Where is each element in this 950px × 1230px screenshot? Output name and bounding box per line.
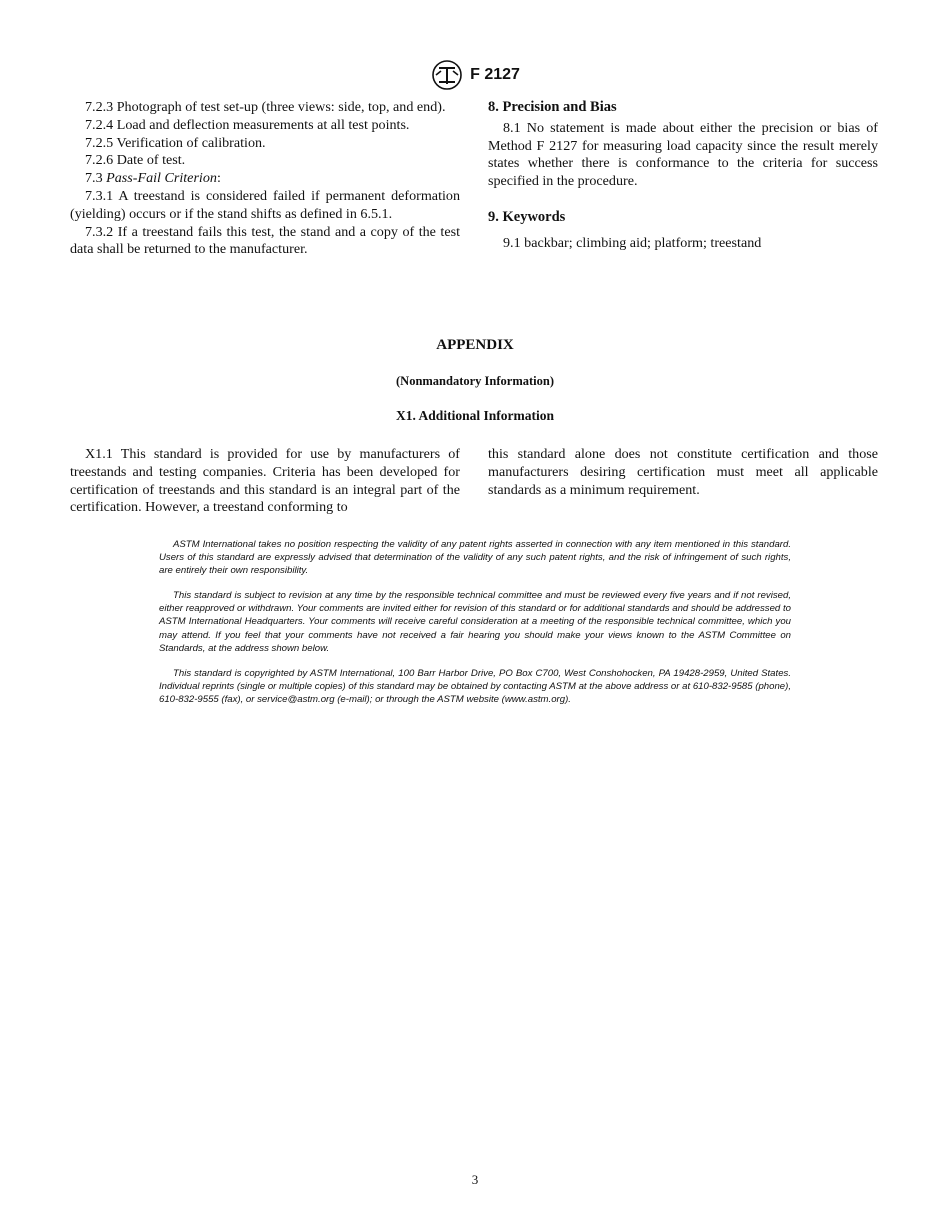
pass-fail-colon: :	[216, 170, 221, 187]
paragraph-8-1: 8.1 No statement is made about either the precision or bias of Method F 2127 for measuring load capacity since the result merely states whether there is conformance to the criteria for success specified in the procedure.	[488, 119, 878, 190]
document-designation: F 2127	[470, 66, 520, 83]
legal-notices	[159, 538, 791, 706]
page-header	[0, 58, 950, 92]
section-8-heading: 8. Precision and Bias	[488, 99, 617, 115]
appendix-title: APPENDIX	[436, 337, 514, 353]
paragraph-7-3	[70, 170, 460, 188]
section-9-heading: 9. Keywords	[488, 208, 566, 225]
legal-revision-notice: This standard is subject to revision at any time by the responsible technical committee and must be reviewed every five years and if not revised, either reapproved or withdrawn. Your comments are invited either for revision of this standard or for additional standards and should be addressed to ASTM International Headquarters. Your comments will receive careful consideration at a meeting of the responsible technical committee, which you may attend. If you feel that your comments have not received a fair hearing you should make your views known to the ASTM Committee on Standards, at the address shown below.	[159, 590, 791, 654]
paragraph-7-3-1: 7.3.1 A treestand is considered failed if permanent deformation (yielding) occurs or if the stand shifts as defined in 6.5.1.	[70, 187, 460, 222]
paragraph-7-3-2: 7.3.2 If a treestand fails this test, the stand and a copy of the test data shall be returned to the manufacturer.	[70, 223, 460, 258]
paragraph-7-2-5: 7.2.5 Verification of calibration.	[85, 134, 266, 151]
right-column	[488, 99, 878, 253]
legal-copyright-notice: This standard is copyrighted by ASTM International, 100 Barr Harbor Drive, PO Box C700, West Conshohocken, PA 19428-2959, United States. Individual reprints (single or multiple copies) of this standard may be obtained by contacting ASTM at the above address or at 610-832-9585 (phone), 610-832-9555 (fax), or service@astm.org (e-mail); or through the ASTM website (www.astm.org).	[159, 667, 791, 705]
legal-patent-notice: ASTM International takes no position respecting the validity of any patent rights asserted in connection with any item mentioned in this standard. Users of this standard are expressly advised that determination of the validity of any such patent rights, and the risk of infringement of such rights, are entirely their own responsibility.	[159, 539, 791, 577]
appendix-left-column	[70, 446, 460, 517]
paragraph-7-2-6: 7.2.6 Date of test.	[85, 152, 186, 169]
page-number: 3	[471, 1172, 479, 1187]
paragraph-7-3-number: 7.3	[85, 170, 107, 187]
pass-fail-title: Pass-Fail Criterion	[106, 170, 217, 187]
paragraph-7-2-4: 7.2.4 Load and deflection measurements at all test points.	[85, 116, 410, 133]
left-column	[70, 99, 460, 259]
appendix-subtitle: (Nonmandatory Information)	[396, 374, 554, 388]
appendix-right-column	[488, 446, 878, 499]
appendix-section-title: X1. Additional Information	[396, 408, 554, 423]
paragraph-9-1: 9.1 backbar; climbing aid; platform; treestand	[503, 234, 762, 251]
paragraph-7-2-3: 7.2.3 Photograph of test set-up (three views: side, top, and end).	[85, 99, 446, 115]
paragraph-x1-1: X1.1 This standard is provided for use by manufacturers of treestands and testing companies. Criteria has been developed for certification of treestands and this standard is an integral part of the certification. However, a treestand conforming to	[70, 446, 460, 516]
paragraph-x1-1-continued: this standard alone does not constitute certification and those manufacturers desiring certification must meet all applicable standards as a minimum requirement.	[488, 446, 878, 498]
astm-logo-icon	[430, 59, 464, 91]
